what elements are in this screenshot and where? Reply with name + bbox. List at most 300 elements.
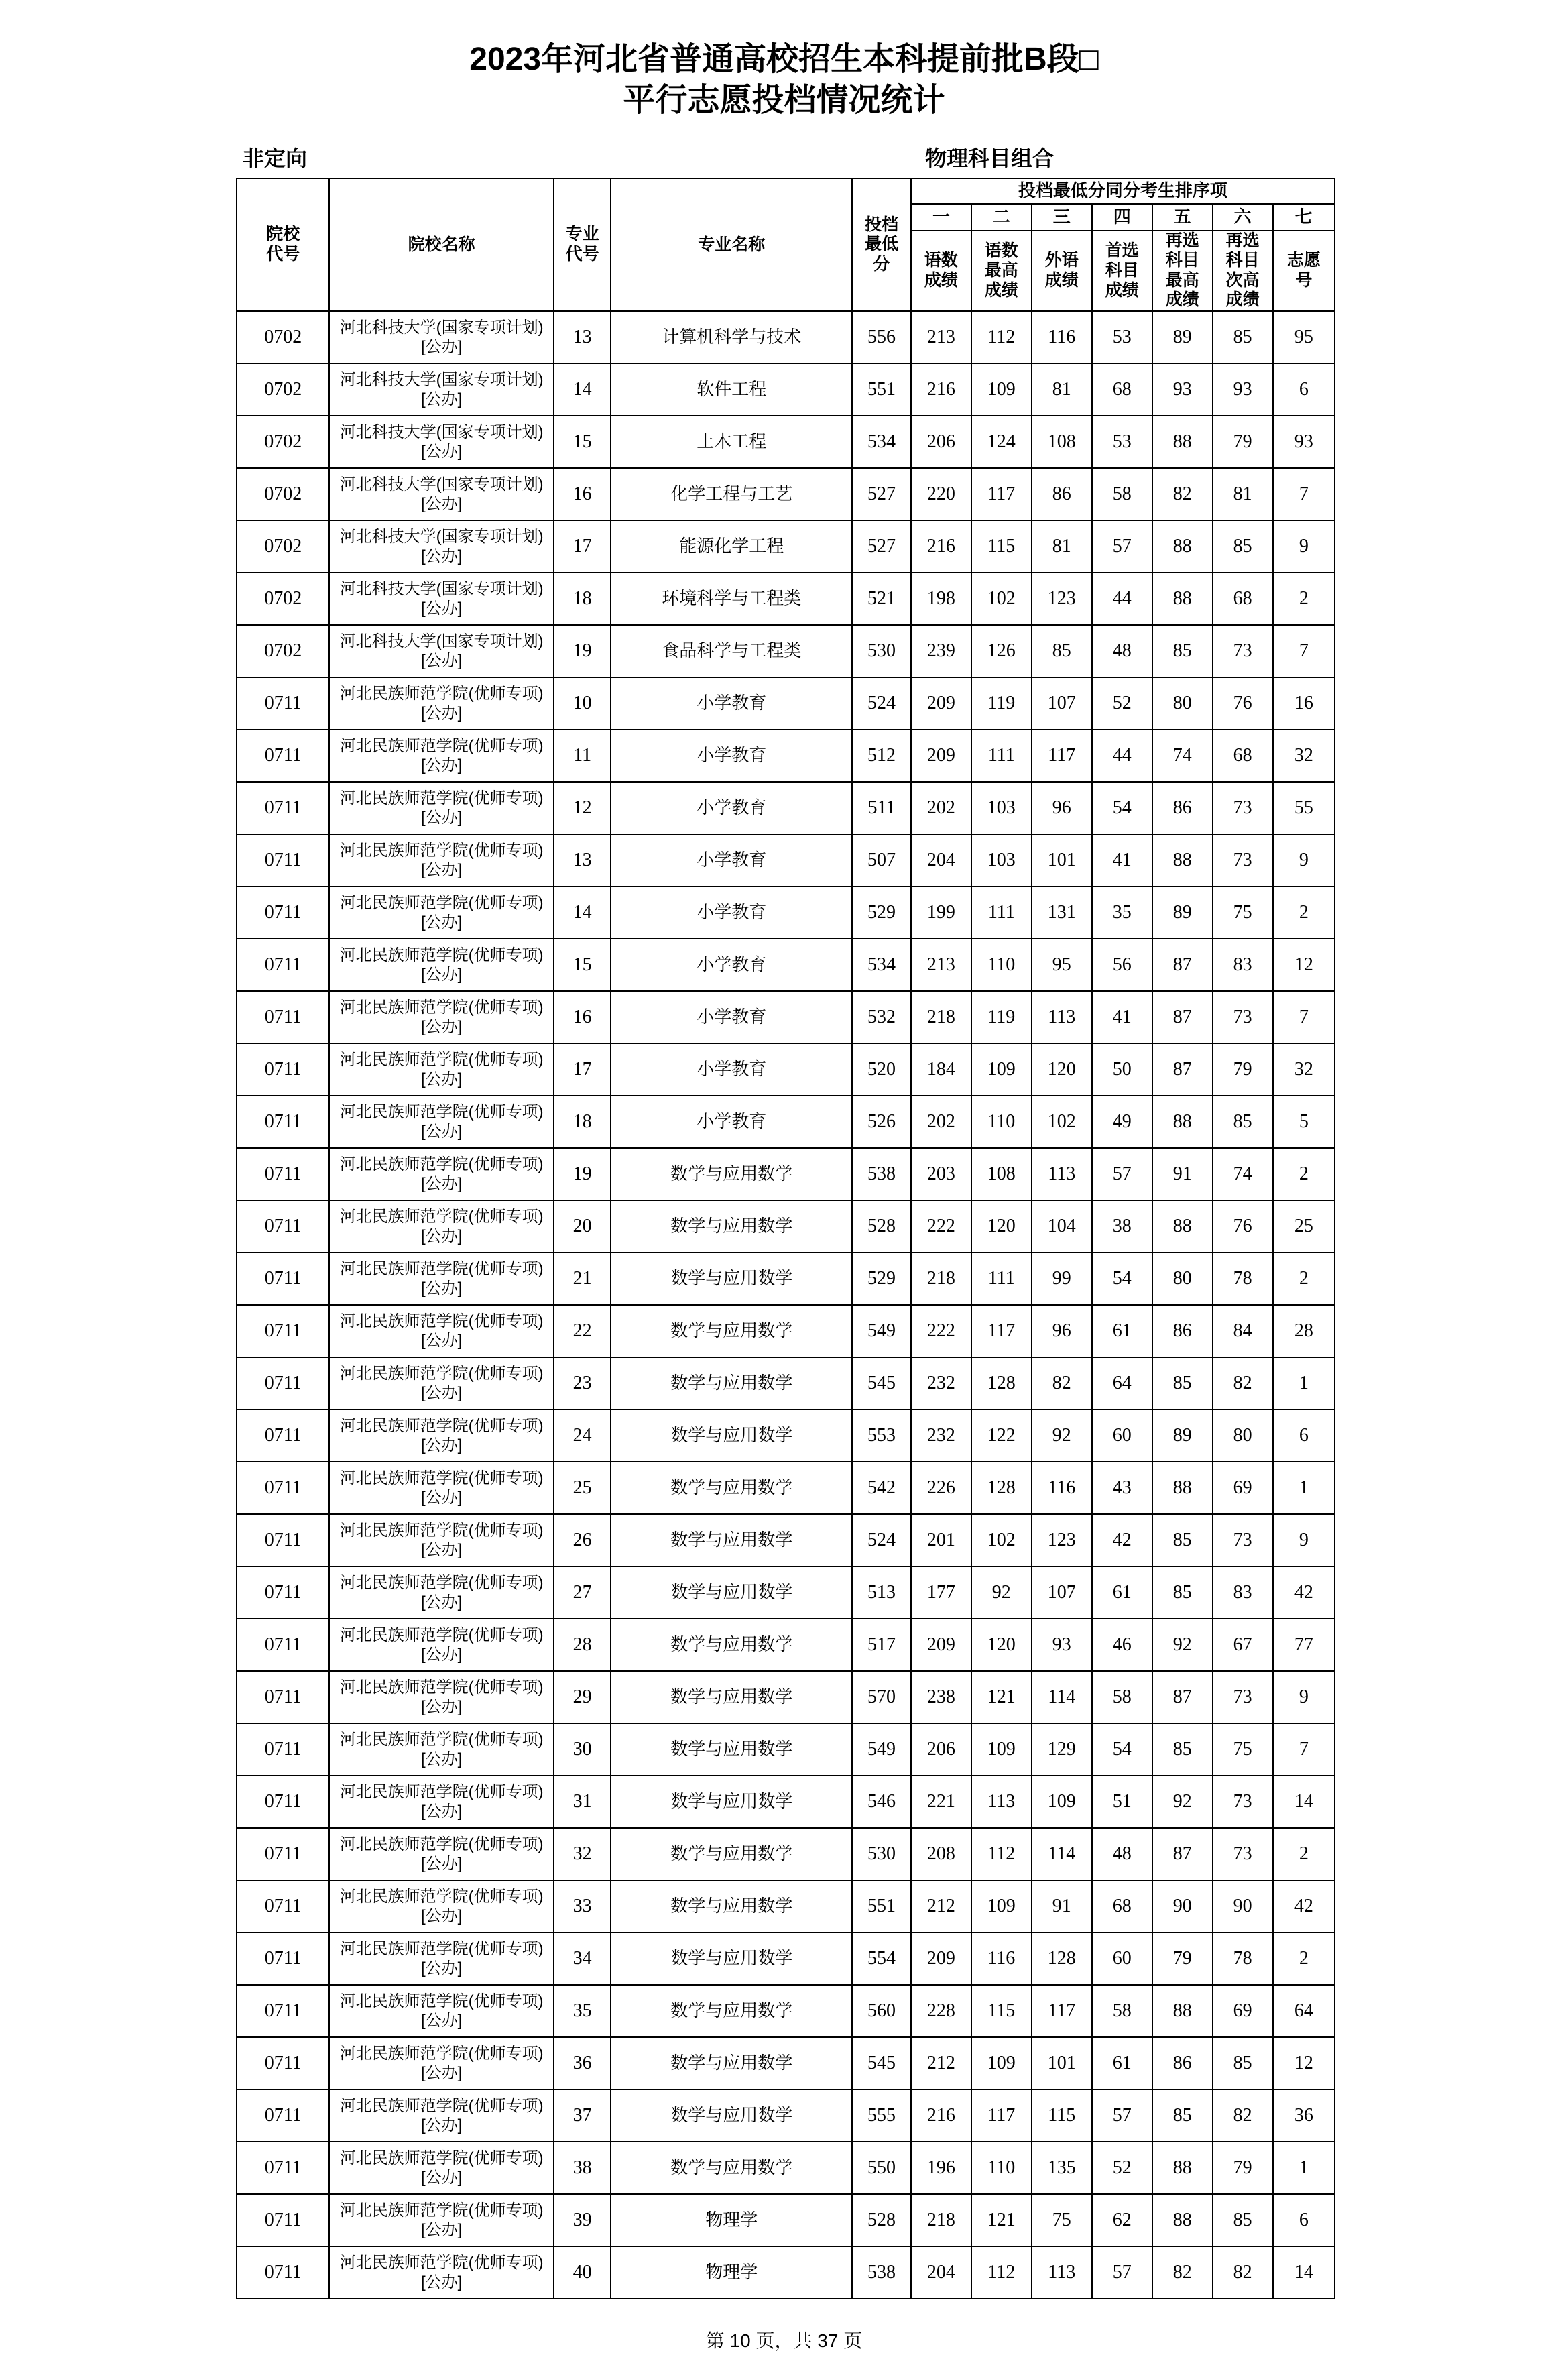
cell-school-name: 河北民族师范学院(优师专项)[公办] xyxy=(329,1828,554,1880)
cell-min-score: 538 xyxy=(852,1148,911,1200)
cell-school-name: 河北民族师范学院(优师专项)[公办] xyxy=(329,2194,554,2246)
cell-school-name: 河北科技大学(国家专项计划)[公办] xyxy=(329,468,554,520)
cell-primary-subject-score: 58 xyxy=(1092,1671,1152,1723)
cell-preference-number: 7 xyxy=(1273,625,1335,677)
cell-primary-subject-score: 41 xyxy=(1092,834,1152,886)
cell-secondary-subject-second-highest: 73 xyxy=(1213,1514,1273,1566)
table-row xyxy=(237,1985,1335,2037)
page-title xyxy=(0,0,1568,121)
subheader xyxy=(0,136,1568,178)
table-head xyxy=(237,178,1335,311)
cell-chinese-math-score: 232 xyxy=(911,1357,971,1410)
cell-preference-number: 28 xyxy=(1273,1305,1335,1357)
table-row xyxy=(237,2089,1335,2142)
cell-school-name: 河北民族师范学院(优师专项)[公办] xyxy=(329,1985,554,2037)
cell-foreign-language-score: 102 xyxy=(1032,1096,1092,1148)
cell-secondary-subject-second-highest: 73 xyxy=(1213,782,1273,834)
cell-secondary-subject-highest: 88 xyxy=(1152,416,1213,468)
table-row xyxy=(237,1671,1335,1723)
cell-chinese-math-score: 222 xyxy=(911,1200,971,1253)
col-header-tiebreak-group: 投档最低分同分考生排序项 xyxy=(911,178,1335,204)
cell-major-name: 数学与应用数学 xyxy=(611,1671,852,1723)
cell-preference-number: 14 xyxy=(1273,2246,1335,2299)
cell-school-name: 河北民族师范学院(优师专项)[公办] xyxy=(329,1096,554,1148)
cell-secondary-subject-second-highest: 83 xyxy=(1213,1566,1273,1619)
cell-school-code: 0711 xyxy=(237,1253,329,1305)
cell-chinese-math-highest: 112 xyxy=(971,2246,1032,2299)
cell-major-code: 24 xyxy=(554,1410,611,1462)
cell-school-name: 河北民族师范学院(优师专项)[公办] xyxy=(329,730,554,782)
cell-chinese-math-highest: 128 xyxy=(971,1357,1032,1410)
cell-major-code: 28 xyxy=(554,1619,611,1671)
cell-foreign-language-score: 99 xyxy=(1032,1253,1092,1305)
cell-foreign-language-score: 75 xyxy=(1032,2194,1092,2246)
cell-school-code: 0711 xyxy=(237,1671,329,1723)
cell-major-code: 20 xyxy=(554,1200,611,1253)
cell-chinese-math-highest: 115 xyxy=(971,1985,1032,2037)
cell-min-score: 512 xyxy=(852,730,911,782)
cell-major-name: 物理学 xyxy=(611,2194,852,2246)
cell-secondary-subject-highest: 87 xyxy=(1152,939,1213,991)
cell-preference-number: 55 xyxy=(1273,782,1335,834)
cell-secondary-subject-highest: 88 xyxy=(1152,520,1213,573)
cell-secondary-subject-second-highest: 90 xyxy=(1213,1880,1273,1933)
cell-major-code: 31 xyxy=(554,1776,611,1828)
cell-chinese-math-highest: 109 xyxy=(971,1043,1032,1096)
cell-secondary-subject-highest: 80 xyxy=(1152,1253,1213,1305)
cell-major-code: 35 xyxy=(554,1985,611,2037)
cell-major-name: 计算机科学与技术 xyxy=(611,311,852,363)
cell-major-name: 小学教育 xyxy=(611,991,852,1043)
cell-chinese-math-highest: 128 xyxy=(971,1462,1032,1514)
cell-major-name: 小学教育 xyxy=(611,834,852,886)
cell-foreign-language-score: 82 xyxy=(1032,1357,1092,1410)
col-header-foreign-language-score: 外语 成绩 xyxy=(1032,231,1092,311)
cell-min-score: 545 xyxy=(852,2037,911,2089)
cell-school-name: 河北民族师范学院(优师专项)[公办] xyxy=(329,2037,554,2089)
cell-chinese-math-score: 209 xyxy=(911,677,971,730)
col-header-ordinal-6: 六 xyxy=(1213,204,1273,231)
cell-primary-subject-score: 60 xyxy=(1092,1410,1152,1462)
cell-major-name: 数学与应用数学 xyxy=(611,2089,852,2142)
cell-preference-number: 6 xyxy=(1273,1410,1335,1462)
cell-major-name: 数学与应用数学 xyxy=(611,1985,852,2037)
cell-school-name: 河北民族师范学院(优师专项)[公办] xyxy=(329,1357,554,1410)
admission-statistics-table xyxy=(236,178,1335,2299)
table-row xyxy=(237,1828,1335,1880)
table-row xyxy=(237,1880,1335,1933)
cell-secondary-subject-second-highest: 82 xyxy=(1213,2246,1273,2299)
cell-chinese-math-highest: 111 xyxy=(971,1253,1032,1305)
cell-chinese-math-highest: 124 xyxy=(971,416,1032,468)
cell-foreign-language-score: 123 xyxy=(1032,1514,1092,1566)
cell-school-code: 0702 xyxy=(237,520,329,573)
cell-secondary-subject-highest: 85 xyxy=(1152,1514,1213,1566)
cell-major-name: 环境科学与工程类 xyxy=(611,573,852,625)
cell-primary-subject-score: 50 xyxy=(1092,1043,1152,1096)
table-row xyxy=(237,677,1335,730)
cell-foreign-language-score: 92 xyxy=(1032,1410,1092,1462)
cell-preference-number: 12 xyxy=(1273,2037,1335,2089)
cell-min-score: 545 xyxy=(852,1357,911,1410)
cell-major-code: 34 xyxy=(554,1933,611,1985)
cell-school-name: 河北科技大学(国家专项计划)[公办] xyxy=(329,363,554,416)
cell-primary-subject-score: 41 xyxy=(1092,991,1152,1043)
cell-secondary-subject-second-highest: 68 xyxy=(1213,573,1273,625)
cell-preference-number: 2 xyxy=(1273,573,1335,625)
col-header-ordinal-1: 一 xyxy=(911,204,971,231)
cell-major-name: 物理学 xyxy=(611,2246,852,2299)
col-header-school-code: 院校 代号 xyxy=(237,178,329,311)
cell-school-code: 0711 xyxy=(237,939,329,991)
cell-secondary-subject-highest: 82 xyxy=(1152,468,1213,520)
cell-foreign-language-score: 116 xyxy=(1032,311,1092,363)
cell-school-name: 河北民族师范学院(优师专项)[公办] xyxy=(329,991,554,1043)
cell-preference-number: 1 xyxy=(1273,1357,1335,1410)
cell-chinese-math-score: 198 xyxy=(911,573,971,625)
cell-min-score: 527 xyxy=(852,468,911,520)
cell-major-code: 27 xyxy=(554,1566,611,1619)
cell-secondary-subject-second-highest: 69 xyxy=(1213,1985,1273,2037)
cell-school-code: 0711 xyxy=(237,1985,329,2037)
cell-preference-number: 6 xyxy=(1273,2194,1335,2246)
cell-school-name: 河北民族师范学院(优师专项)[公办] xyxy=(329,1043,554,1096)
table-row xyxy=(237,1566,1335,1619)
cell-foreign-language-score: 91 xyxy=(1032,1880,1092,1933)
cell-preference-number: 2 xyxy=(1273,1933,1335,1985)
cell-primary-subject-score: 52 xyxy=(1092,2142,1152,2194)
cell-secondary-subject-second-highest: 67 xyxy=(1213,1619,1273,1671)
cell-preference-number: 64 xyxy=(1273,1985,1335,2037)
cell-min-score: 532 xyxy=(852,991,911,1043)
cell-secondary-subject-second-highest: 73 xyxy=(1213,1671,1273,1723)
cell-secondary-subject-highest: 86 xyxy=(1152,2037,1213,2089)
table-row xyxy=(237,625,1335,677)
cell-secondary-subject-highest: 93 xyxy=(1152,363,1213,416)
cell-chinese-math-highest: 113 xyxy=(971,1776,1032,1828)
cell-secondary-subject-second-highest: 85 xyxy=(1213,2037,1273,2089)
cell-chinese-math-score: 196 xyxy=(911,2142,971,2194)
cell-primary-subject-score: 54 xyxy=(1092,782,1152,834)
cell-secondary-subject-second-highest: 75 xyxy=(1213,886,1273,939)
table-row xyxy=(237,468,1335,520)
cell-min-score: 556 xyxy=(852,311,911,363)
cell-preference-number: 2 xyxy=(1273,886,1335,939)
cell-chinese-math-score: 218 xyxy=(911,991,971,1043)
cell-secondary-subject-second-highest: 84 xyxy=(1213,1305,1273,1357)
cell-min-score: 520 xyxy=(852,1043,911,1096)
cell-major-code: 13 xyxy=(554,834,611,886)
cell-foreign-language-score: 116 xyxy=(1032,1462,1092,1514)
cell-min-score: 560 xyxy=(852,1985,911,2037)
cell-min-score: 550 xyxy=(852,2142,911,2194)
enrollment-type-label: 非定向 xyxy=(243,146,308,170)
cell-chinese-math-score: 209 xyxy=(911,1619,971,1671)
cell-secondary-subject-second-highest: 76 xyxy=(1213,1200,1273,1253)
col-header-secondary-subject-highest: 再选 科目 最高 成绩 xyxy=(1152,231,1213,311)
cell-min-score: 528 xyxy=(852,1200,911,1253)
cell-major-name: 小学教育 xyxy=(611,939,852,991)
cell-major-code: 26 xyxy=(554,1514,611,1566)
cell-school-name: 河北科技大学(国家专项计划)[公办] xyxy=(329,573,554,625)
cell-preference-number: 2 xyxy=(1273,1253,1335,1305)
cell-secondary-subject-second-highest: 68 xyxy=(1213,730,1273,782)
cell-major-name: 数学与应用数学 xyxy=(611,1828,852,1880)
cell-secondary-subject-second-highest: 82 xyxy=(1213,1357,1273,1410)
cell-chinese-math-score: 203 xyxy=(911,1148,971,1200)
cell-major-name: 化学工程与工艺 xyxy=(611,468,852,520)
cell-foreign-language-score: 107 xyxy=(1032,1566,1092,1619)
cell-secondary-subject-second-highest: 79 xyxy=(1213,416,1273,468)
cell-school-name: 河北民族师范学院(优师专项)[公办] xyxy=(329,1200,554,1253)
cell-school-code: 0711 xyxy=(237,1200,329,1253)
cell-chinese-math-highest: 112 xyxy=(971,1828,1032,1880)
cell-secondary-subject-highest: 89 xyxy=(1152,886,1213,939)
cell-foreign-language-score: 113 xyxy=(1032,1148,1092,1200)
cell-secondary-subject-highest: 88 xyxy=(1152,1985,1213,2037)
cell-primary-subject-score: 42 xyxy=(1092,1514,1152,1566)
cell-foreign-language-score: 120 xyxy=(1032,1043,1092,1096)
cell-secondary-subject-second-highest: 74 xyxy=(1213,1148,1273,1200)
cell-foreign-language-score: 131 xyxy=(1032,886,1092,939)
cell-major-name: 数学与应用数学 xyxy=(611,1305,852,1357)
table-row xyxy=(237,730,1335,782)
cell-chinese-math-highest: 119 xyxy=(971,677,1032,730)
cell-foreign-language-score: 85 xyxy=(1032,625,1092,677)
cell-secondary-subject-second-highest: 75 xyxy=(1213,1723,1273,1776)
cell-secondary-subject-second-highest: 83 xyxy=(1213,939,1273,991)
cell-chinese-math-highest: 103 xyxy=(971,834,1032,886)
cell-secondary-subject-highest: 85 xyxy=(1152,1723,1213,1776)
col-header-chinese-math-highest: 语数 最高 成绩 xyxy=(971,231,1032,311)
cell-school-code: 0711 xyxy=(237,1566,329,1619)
cell-chinese-math-score: 239 xyxy=(911,625,971,677)
col-header-major-name: 专业名称 xyxy=(611,178,852,311)
cell-secondary-subject-highest: 92 xyxy=(1152,1619,1213,1671)
cell-secondary-subject-highest: 88 xyxy=(1152,834,1213,886)
cell-secondary-subject-highest: 88 xyxy=(1152,1462,1213,1514)
cell-secondary-subject-highest: 87 xyxy=(1152,1043,1213,1096)
table-row xyxy=(237,1043,1335,1096)
cell-secondary-subject-highest: 85 xyxy=(1152,2089,1213,2142)
cell-secondary-subject-second-highest: 81 xyxy=(1213,468,1273,520)
table-row xyxy=(237,1776,1335,1828)
cell-primary-subject-score: 68 xyxy=(1092,1880,1152,1933)
cell-chinese-math-highest: 110 xyxy=(971,2142,1032,2194)
cell-min-score: 551 xyxy=(852,363,911,416)
cell-secondary-subject-highest: 80 xyxy=(1152,677,1213,730)
cell-foreign-language-score: 123 xyxy=(1032,573,1092,625)
cell-chinese-math-highest: 126 xyxy=(971,625,1032,677)
cell-major-name: 数学与应用数学 xyxy=(611,1880,852,1933)
cell-preference-number: 1 xyxy=(1273,1462,1335,1514)
cell-chinese-math-highest: 117 xyxy=(971,2089,1032,2142)
table-row xyxy=(237,2037,1335,2089)
subject-combination-label: 物理科目组合 xyxy=(925,146,1054,170)
cell-secondary-subject-highest: 87 xyxy=(1152,1828,1213,1880)
cell-major-code: 30 xyxy=(554,1723,611,1776)
cell-primary-subject-score: 56 xyxy=(1092,939,1152,991)
col-header-ordinal-7: 七 xyxy=(1273,204,1335,231)
cell-primary-subject-score: 38 xyxy=(1092,1200,1152,1253)
cell-preference-number: 95 xyxy=(1273,311,1335,363)
col-header-primary-subject-score: 首选 科目 成绩 xyxy=(1092,231,1152,311)
cell-major-code: 37 xyxy=(554,2089,611,2142)
cell-school-code: 0711 xyxy=(237,2194,329,2246)
cell-major-name: 土木工程 xyxy=(611,416,852,468)
table-row xyxy=(237,834,1335,886)
cell-chinese-math-highest: 122 xyxy=(971,1410,1032,1462)
cell-major-name: 数学与应用数学 xyxy=(611,1933,852,1985)
cell-secondary-subject-second-highest: 85 xyxy=(1213,1096,1273,1148)
cell-major-name: 数学与应用数学 xyxy=(611,2142,852,2194)
cell-preference-number: 32 xyxy=(1273,1043,1335,1096)
cell-preference-number: 9 xyxy=(1273,520,1335,573)
cell-foreign-language-score: 113 xyxy=(1032,2246,1092,2299)
col-header-min-score: 投档 最低 分 xyxy=(852,178,911,311)
cell-secondary-subject-second-highest: 73 xyxy=(1213,834,1273,886)
cell-min-score: 551 xyxy=(852,1880,911,1933)
cell-min-score: 507 xyxy=(852,834,911,886)
cell-min-score: 524 xyxy=(852,1514,911,1566)
cell-major-code: 11 xyxy=(554,730,611,782)
cell-chinese-math-highest: 121 xyxy=(971,2194,1032,2246)
cell-school-name: 河北民族师范学院(优师专项)[公办] xyxy=(329,2089,554,2142)
cell-school-name: 河北民族师范学院(优师专项)[公办] xyxy=(329,1462,554,1514)
cell-major-name: 小学教育 xyxy=(611,1043,852,1096)
cell-major-code: 18 xyxy=(554,1096,611,1148)
cell-min-score: 530 xyxy=(852,625,911,677)
cell-major-name: 数学与应用数学 xyxy=(611,1148,852,1200)
cell-major-name: 小学教育 xyxy=(611,886,852,939)
cell-foreign-language-score: 93 xyxy=(1032,1619,1092,1671)
cell-secondary-subject-second-highest: 73 xyxy=(1213,625,1273,677)
cell-secondary-subject-highest: 92 xyxy=(1152,1776,1213,1828)
cell-min-score: 517 xyxy=(852,1619,911,1671)
cell-chinese-math-score: 226 xyxy=(911,1462,971,1514)
cell-preference-number: 9 xyxy=(1273,1514,1335,1566)
table-row xyxy=(237,2194,1335,2246)
cell-preference-number: 7 xyxy=(1273,991,1335,1043)
cell-chinese-math-score: 213 xyxy=(911,939,971,991)
cell-min-score: 570 xyxy=(852,1671,911,1723)
cell-chinese-math-score: 221 xyxy=(911,1776,971,1828)
cell-school-code: 0711 xyxy=(237,1462,329,1514)
cell-chinese-math-highest: 102 xyxy=(971,1514,1032,1566)
cell-chinese-math-highest: 109 xyxy=(971,363,1032,416)
col-header-ordinal-5: 五 xyxy=(1152,204,1213,231)
cell-major-name: 数学与应用数学 xyxy=(611,1410,852,1462)
cell-school-code: 0702 xyxy=(237,573,329,625)
cell-major-name: 数学与应用数学 xyxy=(611,1776,852,1828)
cell-school-name: 河北民族师范学院(优师专项)[公办] xyxy=(329,2246,554,2299)
cell-chinese-math-score: 220 xyxy=(911,468,971,520)
table-row xyxy=(237,782,1335,834)
cell-secondary-subject-second-highest: 93 xyxy=(1213,363,1273,416)
cell-secondary-subject-highest: 88 xyxy=(1152,573,1213,625)
cell-major-code: 36 xyxy=(554,2037,611,2089)
table-row xyxy=(237,1462,1335,1514)
table-container xyxy=(0,178,1568,2299)
cell-secondary-subject-highest: 85 xyxy=(1152,1357,1213,1410)
cell-secondary-subject-second-highest: 78 xyxy=(1213,1933,1273,1985)
cell-secondary-subject-second-highest: 79 xyxy=(1213,2142,1273,2194)
cell-chinese-math-score: 238 xyxy=(911,1671,971,1723)
cell-secondary-subject-highest: 74 xyxy=(1152,730,1213,782)
cell-school-code: 0711 xyxy=(237,991,329,1043)
cell-preference-number: 12 xyxy=(1273,939,1335,991)
cell-chinese-math-highest: 102 xyxy=(971,573,1032,625)
cell-chinese-math-score: 177 xyxy=(911,1566,971,1619)
cell-primary-subject-score: 57 xyxy=(1092,2089,1152,2142)
cell-chinese-math-score: 212 xyxy=(911,1880,971,1933)
cell-preference-number: 1 xyxy=(1273,2142,1335,2194)
cell-chinese-math-highest: 109 xyxy=(971,2037,1032,2089)
table-row xyxy=(237,1410,1335,1462)
cell-foreign-language-score: 109 xyxy=(1032,1776,1092,1828)
cell-school-code: 0711 xyxy=(237,1933,329,1985)
cell-school-name: 河北科技大学(国家专项计划)[公办] xyxy=(329,416,554,468)
cell-chinese-math-score: 216 xyxy=(911,520,971,573)
cell-preference-number: 7 xyxy=(1273,1723,1335,1776)
cell-chinese-math-highest: 110 xyxy=(971,939,1032,991)
cell-major-code: 15 xyxy=(554,939,611,991)
cell-primary-subject-score: 57 xyxy=(1092,2246,1152,2299)
cell-chinese-math-highest: 119 xyxy=(971,991,1032,1043)
cell-foreign-language-score: 81 xyxy=(1032,363,1092,416)
cell-school-code: 0702 xyxy=(237,363,329,416)
cell-major-name: 能源化学工程 xyxy=(611,520,852,573)
cell-school-name: 河北民族师范学院(优师专项)[公办] xyxy=(329,1619,554,1671)
cell-major-code: 19 xyxy=(554,1148,611,1200)
cell-foreign-language-score: 115 xyxy=(1032,2089,1092,2142)
table-row xyxy=(237,520,1335,573)
cell-primary-subject-score: 54 xyxy=(1092,1723,1152,1776)
cell-major-name: 小学教育 xyxy=(611,782,852,834)
cell-primary-subject-score: 61 xyxy=(1092,1305,1152,1357)
cell-major-name: 数学与应用数学 xyxy=(611,1200,852,1253)
table-row xyxy=(237,991,1335,1043)
table-row xyxy=(237,1096,1335,1148)
cell-min-score: 526 xyxy=(852,1096,911,1148)
cell-preference-number: 14 xyxy=(1273,1776,1335,1828)
cell-major-code: 29 xyxy=(554,1671,611,1723)
cell-major-code: 16 xyxy=(554,991,611,1043)
cell-secondary-subject-second-highest: 78 xyxy=(1213,1253,1273,1305)
cell-min-score: 513 xyxy=(852,1566,911,1619)
cell-chinese-math-score: 218 xyxy=(911,2194,971,2246)
cell-chinese-math-score: 213 xyxy=(911,311,971,363)
cell-school-name: 河北民族师范学院(优师专项)[公办] xyxy=(329,1671,554,1723)
cell-preference-number: 32 xyxy=(1273,730,1335,782)
cell-school-code: 0711 xyxy=(237,2037,329,2089)
cell-chinese-math-score: 199 xyxy=(911,886,971,939)
cell-preference-number: 42 xyxy=(1273,1880,1335,1933)
cell-major-name: 软件工程 xyxy=(611,363,852,416)
cell-primary-subject-score: 48 xyxy=(1092,1828,1152,1880)
cell-chinese-math-score: 222 xyxy=(911,1305,971,1357)
cell-foreign-language-score: 117 xyxy=(1032,730,1092,782)
cell-chinese-math-score: 208 xyxy=(911,1828,971,1880)
cell-school-code: 0711 xyxy=(237,782,329,834)
cell-school-name: 河北科技大学(国家专项计划)[公办] xyxy=(329,520,554,573)
cell-primary-subject-score: 44 xyxy=(1092,730,1152,782)
cell-major-name: 数学与应用数学 xyxy=(611,1619,852,1671)
cell-preference-number: 7 xyxy=(1273,468,1335,520)
cell-secondary-subject-second-highest: 73 xyxy=(1213,1828,1273,1880)
cell-foreign-language-score: 108 xyxy=(1032,416,1092,468)
cell-school-name: 河北民族师范学院(优师专项)[公办] xyxy=(329,1933,554,1985)
